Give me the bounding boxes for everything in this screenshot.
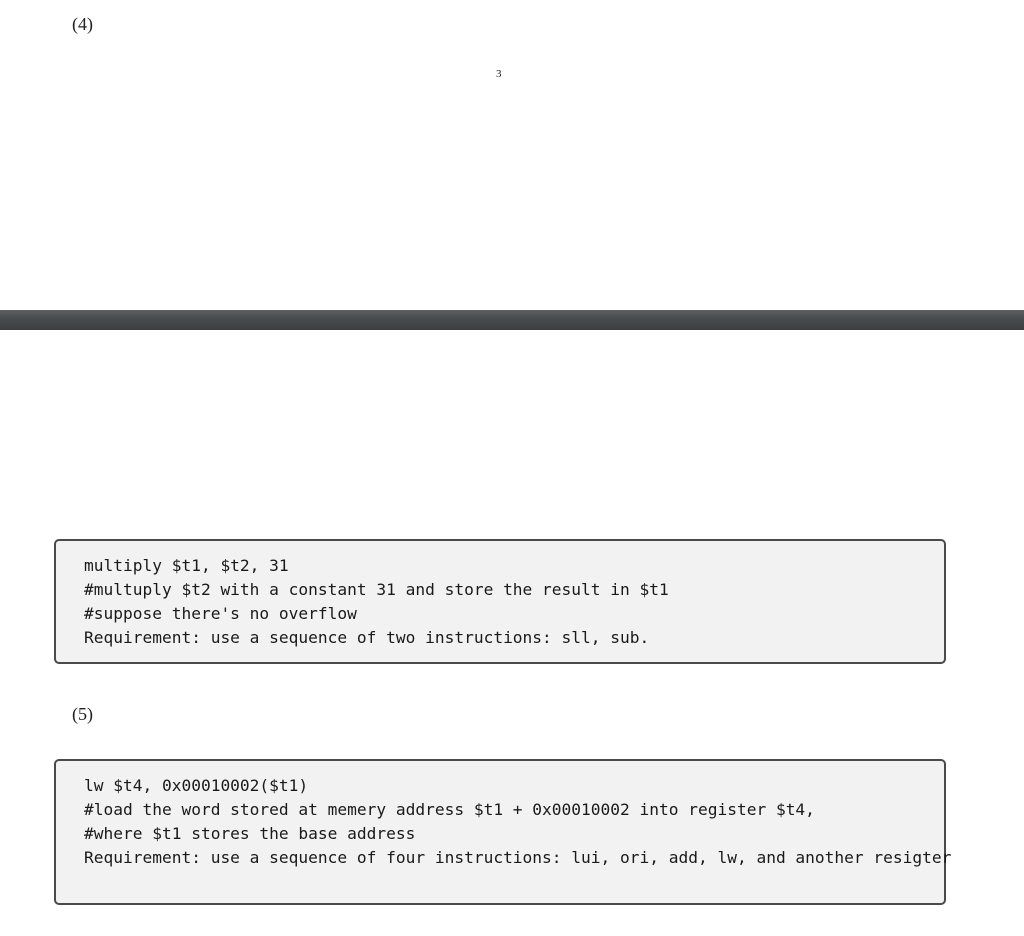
page-number: 3 — [496, 68, 502, 80]
code-line: lw $t4, 0x00010002($t1) — [84, 776, 309, 795]
question-4-label: (4) — [72, 14, 93, 34]
code-line: #load the word stored at memery address $t1 + 0x00010002 into register $t4, — [84, 800, 815, 819]
code-block-question-4 — [54, 539, 946, 664]
code-line: Requirement: use a sequence of two instructions: sll, sub. — [84, 628, 650, 647]
code-block-question-5 — [54, 759, 952, 905]
question-5-label: (5) — [72, 704, 93, 724]
code-line: #where $t1 stores the base address — [84, 824, 416, 843]
code-line: #multuply $t2 with a constant 31 and store the result in $t1 — [84, 580, 669, 599]
code-line: #suppose there's no overflow — [84, 604, 357, 623]
code-line: Requirement: use a sequence of four instructions: lui, ori, add, lw, and another resigter — [84, 848, 952, 867]
page-divider — [0, 310, 1024, 330]
code-line: multiply $t1, $t2, 31 — [84, 556, 289, 575]
